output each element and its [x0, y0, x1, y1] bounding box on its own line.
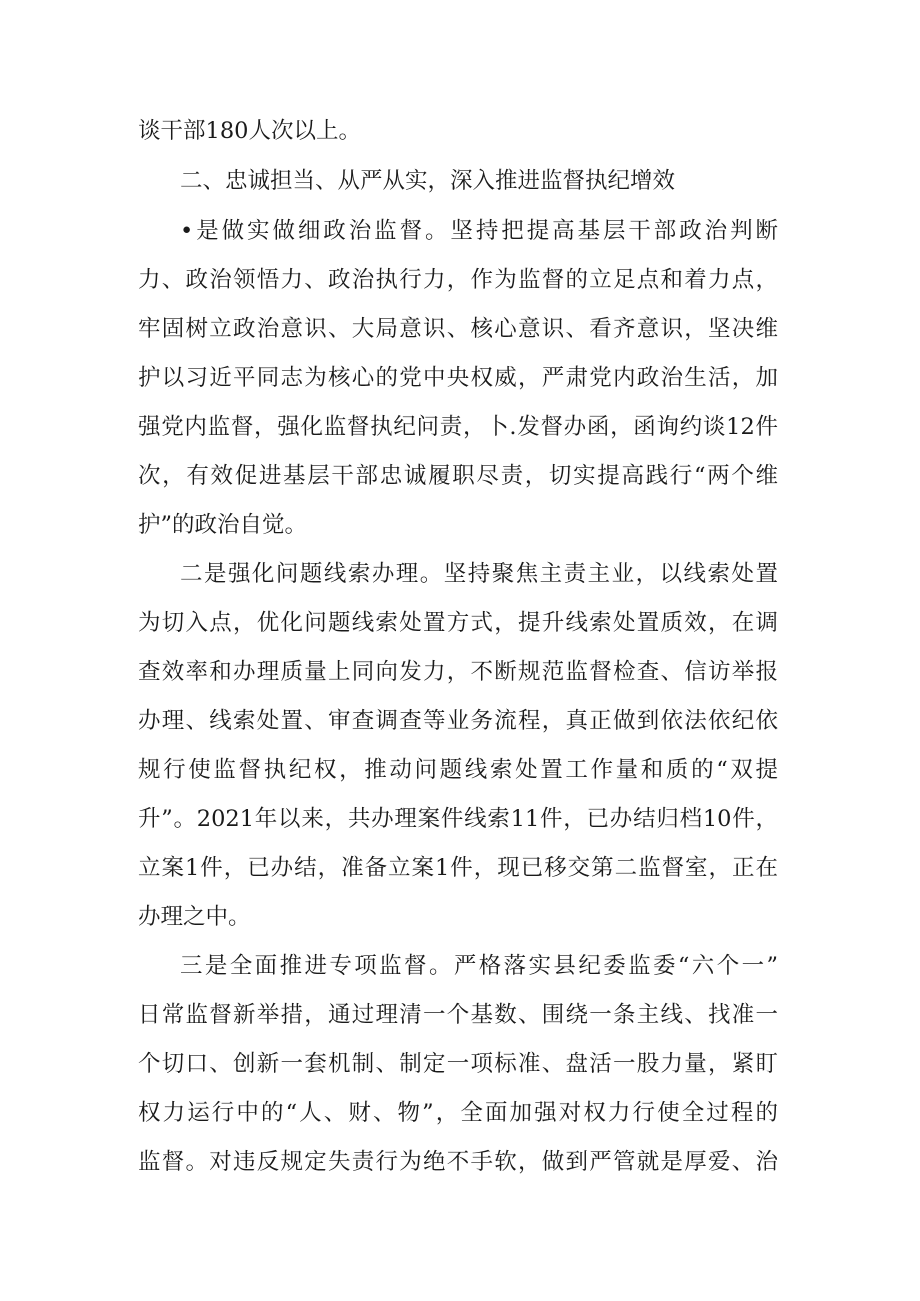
text-line: 次，有效促进基层干部忠诚履职尽责，切实提高践行“两个维: [138, 463, 778, 489]
text-line: 升”。2021年以来，共办理案件线索11件，已办结归档10件，: [138, 806, 778, 832]
text-line: 护以习近平同志为核心的党中央权威，严肃党内政治生活，加: [138, 365, 778, 391]
text-line: •是做实做细政治监督。坚持把提高基层干部政治判断: [180, 218, 778, 244]
text-line: 强党内监督，强化监督执纪问责，卜.发督办函，函询约谈12件: [138, 414, 778, 440]
text-line: 日常监督新举措，通过理清一个基数、围绕一条主线、找准一: [138, 1002, 778, 1028]
text-line: 为切入点，优化问题线索处置方式，提升线索处置质效，在调: [138, 610, 778, 636]
text-line: 权力运行中的“人、财、物”，全面加强对权力行使全过程的: [138, 1100, 778, 1126]
text-line: 规行使监督执纪权，推动问题线索处置工作量和质的“双提: [138, 757, 778, 783]
text-line: 个切口、创新一套机制、制定一项标准、盘活一股力量，紧盯: [138, 1051, 778, 1077]
text-line: 三是全面推进专项监督。严格落实县纪委监委“六个一”: [180, 953, 778, 979]
text-line: 办理、线索处置、审查调查等业务流程，真正做到依法依纪依: [138, 708, 778, 734]
text-line: 办理之中。: [138, 904, 251, 930]
text-line: 二是强化问题线索办理。坚持聚焦主责主业，以线索处置: [180, 561, 778, 587]
text-line: 牢固树立政治意识、大局意识、核心意识、看齐意识，坚决维: [138, 316, 778, 342]
text-line: 监督。对违反规定失责行为绝不手软，做到严管就是厚爱、治: [138, 1149, 778, 1175]
section-heading: 二、忠诚担当、从严从实，深入推进监督执纪增效: [180, 168, 676, 194]
text-line: 护”的政治自觉。: [138, 512, 308, 538]
text-line: 查效率和办理质量上同向发力，不断规范监督检查、信访举报: [138, 659, 778, 685]
text-line: 力、政治领悟力、政治执行力，作为监督的立足点和着力点，: [138, 267, 778, 293]
text-line: 立案1件，已办结，准备立案1件，现已移交第二监督室，正在: [138, 855, 778, 881]
text-line: 谈干部180人次以上。: [138, 118, 361, 144]
